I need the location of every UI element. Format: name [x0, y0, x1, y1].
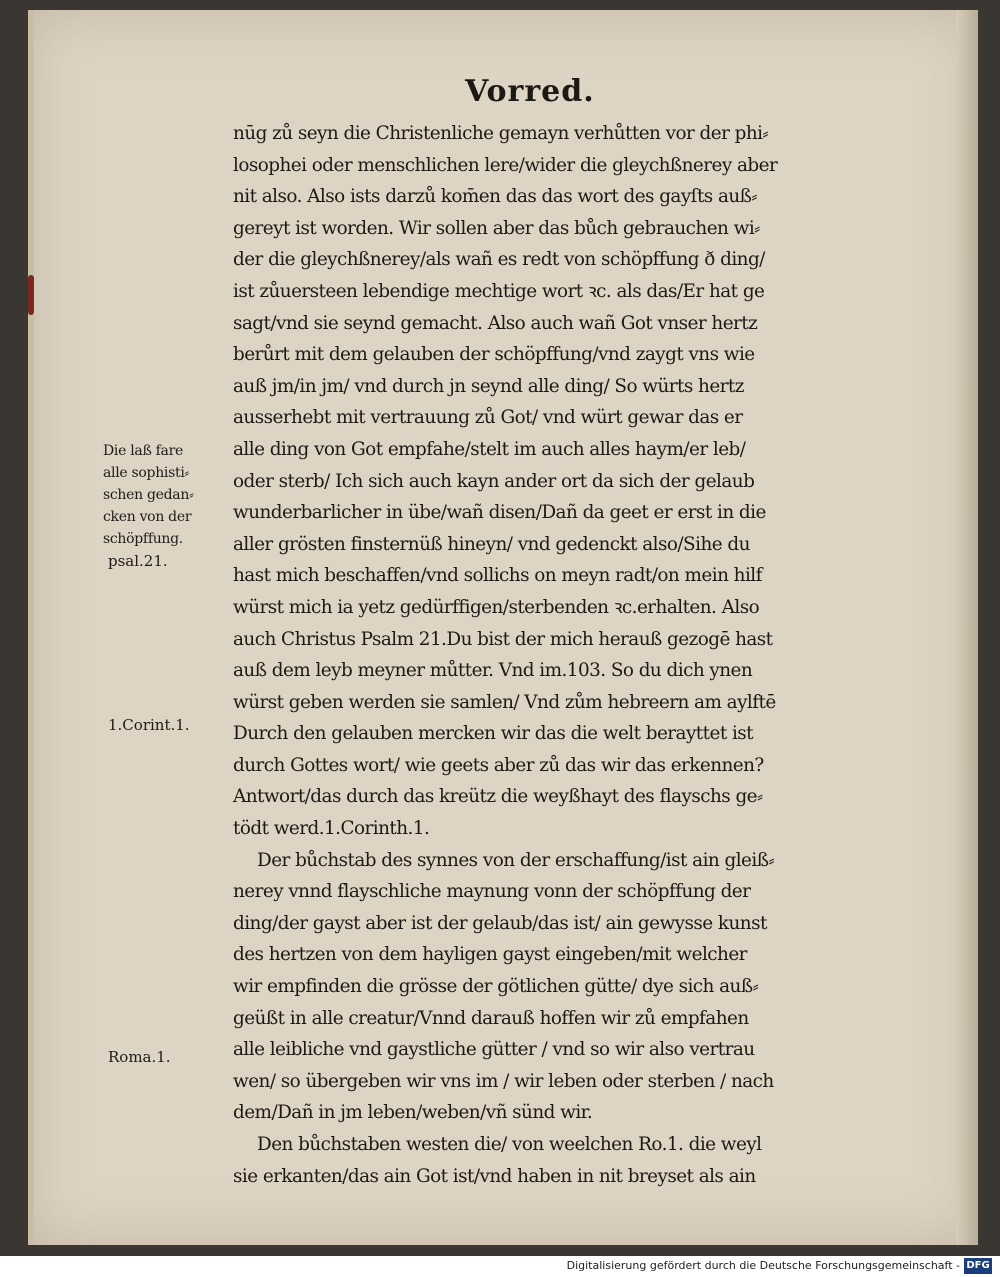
margin-note-psalm: psal.21. [108, 552, 168, 570]
text-line: alle leibliche vnd gaystliche gütter / vnd so wir also vertrau [233, 1039, 755, 1061]
margin-note-line: schen gedan⸗ [103, 487, 194, 503]
text-line: auch Christus Psalm 21.Du bist der mich herauß gezogē hast [233, 628, 773, 650]
text-line: auß dem leyb meyner můtter. Vnd im.103. So du dich ynen [233, 660, 753, 682]
text-line: würst geben werden sie samlen/ Vnd zům hebreern am aylftē [233, 691, 776, 713]
text-line: der die gleychßnerey/als wañ es redt von schöpffung ð ding/ [233, 249, 765, 271]
text-line: sie erkanten/das ain Got ist/vnd haben in nit breyset als ain [233, 1165, 756, 1187]
dfg-logo: DFG [964, 1258, 992, 1274]
paragraph-start-line: Der bůchstab des synnes von der erschaffung/ist ain gleiß⸗ [257, 849, 775, 871]
margin-note-roma: Roma.1. [108, 1048, 171, 1066]
margin-note-corinth: 1.Corint.1. [108, 716, 190, 734]
text-line: losophei oder menschlichen lere/wider die gleychßnerey aber [233, 154, 778, 176]
text-line: Durch den gelauben mercken wir das die welt berayttet ist [233, 723, 754, 745]
text-line: auß jm/in jm/ vnd durch jn seynd alle ding/ So würts hertz [233, 375, 744, 397]
text-line: sagt/vnd sie seynd gemacht. Also auch wañ Got vnser hertz [233, 312, 758, 334]
text-line: nit also. Also ists darzů kom̄en das das wort des gayſts auß⸗ [233, 186, 757, 208]
margin-note-line: schöpffung. [103, 531, 183, 547]
text-line: durch Gottes wort/ wie geets aber zů das wir das erkennen? [233, 754, 764, 776]
text-line: ausserhebt mit vertrauung zů Got/ vnd würt gewar das er [233, 407, 743, 429]
binding-thread [28, 275, 34, 315]
page-left-edge [28, 10, 34, 1245]
page-right-edge [956, 10, 978, 1245]
running-head: Vorred. [465, 74, 595, 109]
text-line: wen/ so übergeben wir vns im / wir leben oder sterben / nach [233, 1070, 774, 1092]
text-line: alle ding von Got empfahe/stelt im auch alles haym/er leb/ [233, 438, 746, 460]
text-line: nūg zů seyn die Christenliche gemayn verhůtten vor der phi⸗ [233, 123, 769, 144]
text-line: gereyt ist worden. Wir sollen aber das bůch gebrauchen wi⸗ [233, 217, 760, 239]
text-line: oder sterb/ Ich sich auch kayn ander ort da sich der gelaub [233, 470, 755, 492]
text-line: ist zůuersteen lebendige mechtige wort ꝛc. als das/Er hat ge [233, 280, 765, 302]
text-line: wir empfinden die grösse der götlichen gütte/ dye sich auß⸗ [233, 976, 759, 998]
paragraph-start-line: Den bůchstaben westen die/ von weelchen Ro.1. die weyl [257, 1134, 762, 1155]
text-line: nerey vnnd flayschliche maynung vonn der schöpffung der [233, 881, 751, 903]
funding-credit: Digitalisierung gefördert durch die Deutsche Forschungsgemeinschaft - [566, 1259, 960, 1272]
text-line: Antwort/das durch das kreütz die weyßhayt des flayschs ge⸗ [233, 786, 763, 808]
text-line: ding/der gayst aber ist der gelaub/das ist/ ain gewysse kunst [233, 912, 767, 934]
text-line: des hertzen von dem hayligen gayst eingeben/mit welcher [233, 944, 747, 966]
margin-note-line: alle sophisti⸗ [103, 465, 189, 481]
text-line: tödt werd.1.Corinth.1. [233, 818, 430, 840]
margin-note-line: Die laß fare [103, 443, 183, 459]
text-line: wunderbarlicher in übe/wañ disen/Dañ da geet er erst in die [233, 502, 766, 524]
text-line: aller grösten finsternüß hineyn/ vnd gedenckt also/Sihe du [233, 533, 750, 555]
text-line: hast mich beschaffen/vnd sollichs on meyn radt/on mein hilf [233, 565, 762, 587]
text-line: würst mich ia yetz gedürffigen/sterbenden ꝛc.erhalten. Also [233, 596, 760, 618]
margin-note-line: cken von der [103, 509, 192, 525]
margin-note-sophistic [103, 440, 233, 550]
main-text-block [233, 118, 883, 1192]
text-line: dem/Dañ in jm leben/weben/vñ sünd wir. [233, 1102, 593, 1124]
text-line: geüßt in alle creatur/Vnnd darauß hoffen wir zů empfahen [233, 1007, 749, 1029]
text-line: berůrt mit dem gelauben der schöpffung/vnd zaygt vns wie [233, 344, 755, 366]
